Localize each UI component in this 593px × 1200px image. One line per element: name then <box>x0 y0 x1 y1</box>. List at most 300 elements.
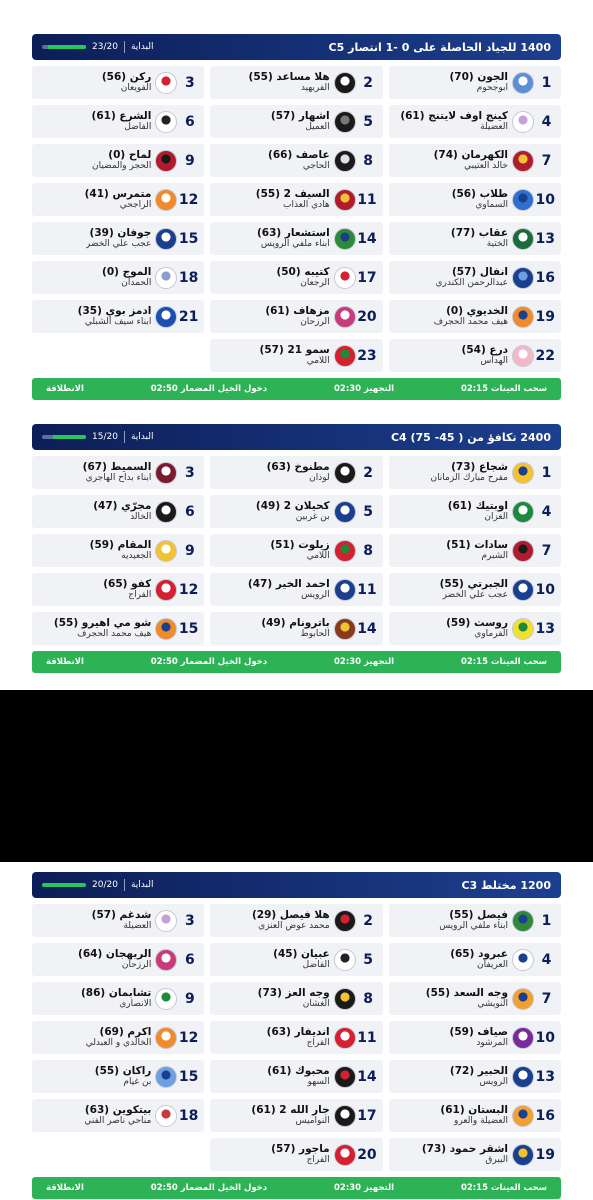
entry-card[interactable] <box>389 456 561 489</box>
horse-name: السميط (67) <box>82 461 152 474</box>
entry-number: 7 <box>541 542 552 559</box>
owner-name: عجب علي الخضر <box>442 590 508 601</box>
start-label: الانطلاقة <box>46 1183 84 1193</box>
jockey-silk-icon <box>155 462 177 484</box>
entry-number: 17 <box>357 1107 377 1124</box>
horse-name: سمو 21 (57) <box>259 344 330 357</box>
entry-number: 12 <box>178 581 199 598</box>
prep-time: التجهيز 02:30 <box>334 657 395 667</box>
entry-number: 18 <box>178 269 199 286</box>
entry-number: 19 <box>535 1146 555 1163</box>
horse-name: متمرس (41) <box>84 188 152 201</box>
entry-card[interactable] <box>210 534 382 567</box>
prep-time: التجهيز 02:30 <box>334 1183 395 1193</box>
entry-number: 19 <box>535 308 555 325</box>
jockey-silk-icon <box>512 462 534 484</box>
horse-name: ماجور (57) <box>271 1143 330 1156</box>
jockey-silk-icon <box>512 111 534 133</box>
entry-card[interactable] <box>210 573 382 606</box>
horse-name: سادات (51) <box>446 539 508 552</box>
race-title: 2400 تكافؤ من ( 45- 75) C4 <box>390 430 551 444</box>
entry-number: 4 <box>541 113 552 130</box>
entry-text <box>83 461 152 483</box>
jockey-silk-icon <box>512 72 534 94</box>
owner-name: لوذان <box>309 473 330 484</box>
entries-grid <box>32 66 561 372</box>
entry-text <box>252 909 330 931</box>
owner-name: عبدالرحمن الكندري <box>435 278 508 289</box>
entry-card[interactable] <box>210 66 382 99</box>
horse-name: طلاب (56) <box>451 188 508 201</box>
entry-card[interactable] <box>210 1021 382 1054</box>
entry-number: 16 <box>535 1107 555 1124</box>
race-panel-1 <box>0 0 593 412</box>
entry-card[interactable] <box>210 904 382 937</box>
jockey-silk-icon <box>334 988 356 1010</box>
jockey-silk-icon <box>334 228 356 250</box>
entry-card[interactable] <box>32 261 204 294</box>
entry-card[interactable] <box>389 943 561 976</box>
entry-card[interactable] <box>389 66 561 99</box>
entry-text <box>81 987 151 1009</box>
entry-number: 9 <box>184 542 195 559</box>
entry-card[interactable] <box>210 339 382 372</box>
horse-name: مطنوخ (63) <box>266 461 330 474</box>
owner-name: خالد العتيبي <box>464 161 508 172</box>
entry-number: 8 <box>363 152 374 169</box>
horse-name: اشقر حمود (73) <box>421 1143 508 1156</box>
race-card <box>32 424 561 673</box>
horse-name: انديفار (63) <box>266 1026 330 1039</box>
entry-number: 8 <box>363 990 374 1007</box>
entry-card[interactable] <box>389 1099 561 1132</box>
entry-card[interactable] <box>32 183 204 216</box>
race-card <box>32 872 561 1199</box>
entry-text <box>265 305 329 327</box>
horse-name: كينج اوف لايتنج (61) <box>400 110 508 123</box>
horse-name: مزهاف (61) <box>265 305 330 318</box>
entry-card[interactable] <box>389 904 561 937</box>
owner-name: المرشود <box>476 1038 508 1049</box>
enter-track-time: دخول الخيل المضمار 02:50 <box>150 1183 268 1193</box>
owner-name: محمد عوض العنزي <box>258 921 330 932</box>
jockey-silk-icon <box>512 150 534 172</box>
entry-card[interactable] <box>210 456 382 489</box>
owner-name: عجب علي الخضر <box>85 239 152 250</box>
owner-name: ابناء سيف الشبلي <box>84 317 152 328</box>
owner-name: مفرح مبارك الزمانان <box>430 473 508 484</box>
entry-text <box>103 578 151 600</box>
entry-card[interactable] <box>210 1060 382 1093</box>
jockey-silk-icon <box>512 988 534 1010</box>
horse-name: وجه العز (73) <box>257 987 330 1000</box>
owner-name: الفراج <box>128 590 152 601</box>
entry-number: 8 <box>363 542 374 559</box>
entry-number: 10 <box>535 191 555 208</box>
horse-name: بيتكوين (63) <box>84 1104 152 1117</box>
progress-fill <box>48 45 86 49</box>
owner-name: السهو <box>307 1077 330 1088</box>
entry-number: 11 <box>357 581 377 598</box>
entry-card[interactable] <box>32 982 204 1015</box>
entry-text <box>450 1026 508 1048</box>
entry-text <box>434 149 508 171</box>
horse-name: هلا مساعد (55) <box>248 71 330 84</box>
horse-name: الشرع (61) <box>91 110 152 123</box>
entries-grid <box>32 456 561 645</box>
jockey-silk-icon <box>334 1105 356 1127</box>
entry-text <box>434 305 508 327</box>
race-meta <box>42 41 153 53</box>
horse-name: اكرم (69) <box>99 1026 152 1039</box>
jockey-silk-icon <box>334 618 356 640</box>
owner-name: العضيلة <box>123 921 152 932</box>
entry-number: 15 <box>178 1068 199 1085</box>
jockey-silk-icon <box>155 72 177 94</box>
entry-number: 4 <box>541 951 552 968</box>
entry-number: 7 <box>541 152 552 169</box>
owner-name: الراجحي <box>119 200 152 211</box>
horse-name: مجرّي (47) <box>93 500 152 513</box>
jockey-silk-icon <box>512 1027 534 1049</box>
owner-name: اللامي <box>306 356 330 367</box>
entry-card[interactable] <box>389 1060 561 1093</box>
entry-number: 1 <box>541 912 552 929</box>
horse-name: هلا فيصل (29) <box>251 909 330 922</box>
entry-text <box>426 987 508 1009</box>
entry-card[interactable] <box>32 495 204 528</box>
owner-name: الحجر والمضيان <box>91 161 152 172</box>
owner-name: بن غربين <box>295 512 330 523</box>
jockey-silk-icon <box>512 579 534 601</box>
entry-text <box>248 578 330 600</box>
horse-name: باترونام (49) <box>261 617 330 630</box>
owner-name: العضيلة والعرو <box>453 1116 508 1127</box>
horse-name: شو مي اهيرو (55) <box>53 617 152 630</box>
entry-text <box>102 71 152 93</box>
owner-name: الجعيديه <box>121 551 152 562</box>
horse-name: روست (59) <box>446 617 508 630</box>
entry-text <box>450 1065 508 1087</box>
progress-bar <box>42 883 86 887</box>
entry-card[interactable] <box>389 183 561 216</box>
horse-name: احمد الخير (47) <box>247 578 330 591</box>
entry-card[interactable] <box>32 300 204 333</box>
jockey-silk-icon <box>334 949 356 971</box>
entry-card[interactable] <box>389 105 561 138</box>
entry-number: 2 <box>363 912 374 929</box>
jockey-silk-icon <box>155 949 177 971</box>
start-label: البداية <box>130 432 154 442</box>
jockey-silk-icon <box>155 1105 177 1127</box>
entry-number: 21 <box>178 308 199 325</box>
schedule-bar <box>32 651 561 673</box>
owner-name: ابوجحوم <box>476 83 508 94</box>
entry-text <box>102 266 151 288</box>
jockey-silk-icon <box>155 306 177 328</box>
entry-number: 4 <box>541 503 552 520</box>
entry-text <box>85 188 152 210</box>
jockey-silk-icon <box>512 306 534 328</box>
entry-card[interactable] <box>32 456 204 489</box>
entry-text <box>258 987 330 1009</box>
samples-time: سحب العينات 02:15 <box>460 1183 547 1193</box>
jockey-silk-icon <box>512 189 534 211</box>
horse-name: صياف (59) <box>449 1026 508 1039</box>
enter-track-time: دخول الخيل المضمار 02:50 <box>150 384 268 394</box>
entry-number: 13 <box>535 230 555 247</box>
entry-card[interactable] <box>210 183 382 216</box>
owner-name: العضيلة <box>480 122 508 133</box>
jockey-silk-icon <box>512 345 534 367</box>
entry-card[interactable] <box>389 1138 561 1171</box>
entry-text <box>251 1104 329 1126</box>
jockey-silk-icon <box>334 540 356 562</box>
entry-text <box>422 1143 508 1165</box>
jockey-silk-icon <box>334 1027 356 1049</box>
entry-text <box>440 578 508 600</box>
entry-text <box>260 344 330 366</box>
entry-card[interactable] <box>389 300 561 333</box>
owner-name: هادي العذاب <box>282 200 330 211</box>
entry-text <box>92 909 152 931</box>
entry-card[interactable] <box>210 612 382 645</box>
race-title: 1200 مختلط C3 <box>461 878 551 892</box>
entry-card[interactable] <box>32 105 204 138</box>
runner-count: 15/20 <box>92 432 118 442</box>
entry-number: 22 <box>535 347 555 364</box>
jockey-silk-icon <box>334 189 356 211</box>
entry-text <box>430 461 508 483</box>
owner-name: الرزحان <box>121 960 152 971</box>
entry-number: 17 <box>357 269 377 286</box>
owner-name: الختية <box>486 239 508 250</box>
entry-card[interactable] <box>32 943 204 976</box>
horse-name: الموج (0) <box>102 266 152 279</box>
owner-name: الغشان <box>302 999 330 1010</box>
horse-name: راكان (55) <box>94 1065 152 1078</box>
jockey-silk-icon <box>512 1105 534 1127</box>
owner-name: الانصاري <box>119 999 152 1010</box>
owner-name: الرجعان <box>300 278 330 289</box>
entry-card[interactable] <box>32 1060 204 1093</box>
entry-card[interactable] <box>210 1138 382 1171</box>
owner-name: الفريهيد <box>300 83 330 94</box>
entry-card[interactable] <box>389 339 561 372</box>
progress-bar <box>42 45 86 49</box>
entry-text <box>449 71 508 93</box>
entry-number: 5 <box>363 951 374 968</box>
start-label: الانطلاقة <box>46 657 84 667</box>
entry-card[interactable] <box>389 261 561 294</box>
entry-card[interactable] <box>389 982 561 1015</box>
entry-card[interactable] <box>389 495 561 528</box>
entry-number: 7 <box>541 990 552 1007</box>
horse-name: الحبير (72) <box>449 1065 508 1078</box>
runner-count: 20/20 <box>92 880 118 890</box>
entry-text <box>448 500 508 522</box>
entry-text <box>267 1065 329 1087</box>
entry-number: 18 <box>178 1107 199 1124</box>
entry-number: 11 <box>357 191 377 208</box>
jockey-silk-icon <box>512 910 534 932</box>
entry-number: 13 <box>535 1068 555 1085</box>
entry-card[interactable] <box>32 612 204 645</box>
horse-name: عبرود (65) <box>450 948 508 961</box>
entry-text <box>257 227 330 249</box>
entry-text <box>256 188 330 210</box>
entry-number: 15 <box>178 230 199 247</box>
entry-card[interactable] <box>32 66 204 99</box>
owner-name: الفرماوي <box>474 629 508 640</box>
horse-name: شدغم (57) <box>91 909 152 922</box>
jockey-silk-icon <box>155 228 177 250</box>
entry-number: 20 <box>357 308 377 325</box>
jockey-silk-icon <box>334 267 356 289</box>
horse-name: درع (54) <box>461 344 508 357</box>
jockey-silk-icon <box>334 579 356 601</box>
horse-name: المقام (59) <box>89 539 152 552</box>
entry-card[interactable] <box>32 904 204 937</box>
entry-card[interactable] <box>389 612 561 645</box>
entry-card[interactable] <box>210 144 382 177</box>
jockey-silk-icon <box>512 267 534 289</box>
entry-card[interactable] <box>32 534 204 567</box>
entry-card[interactable] <box>32 144 204 177</box>
entry-card[interactable] <box>389 222 561 255</box>
entry-card[interactable] <box>210 1099 382 1132</box>
horse-name: كتيبه (50) <box>276 266 330 279</box>
jockey-silk-icon <box>155 910 177 932</box>
entry-card[interactable] <box>389 534 561 567</box>
jockey-silk-icon <box>334 1144 356 1166</box>
entry-text <box>435 266 508 288</box>
entry-card[interactable] <box>32 573 204 606</box>
horse-name: جار الله 2 (61) <box>251 1104 330 1117</box>
owner-name: الفويعان <box>120 83 152 94</box>
horse-name: تشابمان (86) <box>80 987 152 1000</box>
entry-card[interactable] <box>32 222 204 255</box>
entry-card[interactable] <box>389 1021 561 1054</box>
horse-name: وجه السعد (55) <box>425 987 508 1000</box>
jockey-silk-icon <box>155 111 177 133</box>
owner-name: اللامي <box>306 551 330 562</box>
entry-card[interactable] <box>210 261 382 294</box>
jockey-silk-icon <box>334 72 356 94</box>
race-meta <box>42 431 153 443</box>
entry-card[interactable] <box>210 105 382 138</box>
start-label: البداية <box>130 880 154 890</box>
jockey-silk-icon <box>155 501 177 523</box>
entry-text <box>92 110 152 132</box>
entry-text <box>267 461 330 483</box>
jockey-silk-icon <box>512 1066 534 1088</box>
empty-slot <box>32 1138 204 1171</box>
race-header <box>32 34 561 60</box>
entry-number: 1 <box>541 74 552 91</box>
entry-card[interactable] <box>32 1021 204 1054</box>
entry-number: 14 <box>357 1068 377 1085</box>
entry-card[interactable] <box>389 573 561 606</box>
entry-text <box>256 500 330 522</box>
entry-text <box>450 948 508 970</box>
entry-text <box>78 305 152 327</box>
owner-name: الرويس <box>301 590 330 601</box>
progress-fill <box>53 435 86 439</box>
schedule-bar <box>32 378 561 400</box>
entry-number: 3 <box>184 464 195 481</box>
horse-name: كفو (65) <box>103 578 152 591</box>
horse-name: البستان (61) <box>440 1104 508 1117</box>
entry-text <box>439 909 508 931</box>
race-panel-2 <box>0 412 593 690</box>
empty-slot <box>32 339 204 372</box>
horse-name: محبوك (61) <box>267 1065 330 1078</box>
horse-name: الجبرتي (55) <box>439 578 508 591</box>
entry-number: 3 <box>184 74 195 91</box>
race-header <box>32 424 561 450</box>
jockey-silk-icon <box>334 345 356 367</box>
horse-name: عقاب (77) <box>450 227 508 240</box>
jockey-silk-icon <box>155 267 177 289</box>
horse-name: الكهرمان (74) <box>433 149 508 162</box>
jockey-silk-icon <box>334 462 356 484</box>
entry-card[interactable] <box>210 222 382 255</box>
horse-name: شجاع (73) <box>451 461 508 474</box>
entry-card[interactable] <box>210 300 382 333</box>
divider <box>124 41 125 53</box>
entry-card[interactable] <box>210 943 382 976</box>
horse-name: السيف 2 (55) <box>255 188 330 201</box>
horse-name: الريهجان (64) <box>78 948 152 961</box>
entry-number: 23 <box>357 347 377 364</box>
owner-name: الفراج <box>306 1038 330 1049</box>
entry-card[interactable] <box>210 982 382 1015</box>
progress-fill <box>42 883 86 887</box>
enter-track-time: دخول الخيل المضمار 02:50 <box>150 657 268 667</box>
owner-name: الخالد <box>130 512 152 523</box>
jockey-silk-icon <box>155 618 177 640</box>
owner-name: الحابوط <box>300 629 330 640</box>
schedule-bar <box>32 1177 561 1199</box>
entry-card[interactable] <box>389 144 561 177</box>
owner-name: الفراج <box>306 1155 330 1166</box>
entry-text <box>86 1026 152 1048</box>
entry-text <box>261 617 329 639</box>
entry-number: 12 <box>178 191 199 208</box>
entry-text <box>452 188 508 210</box>
horse-name: عاصف (66) <box>268 149 330 162</box>
owner-name: مناحي ناصر الفني <box>84 1116 152 1127</box>
entry-number: 14 <box>357 230 377 247</box>
prep-time: التجهيز 02:30 <box>334 384 395 394</box>
owner-name: الفاضل <box>302 960 330 971</box>
entry-number: 1 <box>541 464 552 481</box>
entry-text <box>446 539 508 561</box>
entry-text <box>270 539 329 561</box>
horse-name: ركن (56) <box>101 71 152 84</box>
entry-text <box>440 1104 508 1126</box>
entry-number: 20 <box>357 1146 377 1163</box>
horse-name: كحيلان 2 (49) <box>255 500 330 513</box>
entry-card[interactable] <box>210 495 382 528</box>
entries-grid <box>32 904 561 1171</box>
race-header <box>32 872 561 898</box>
entry-text <box>271 110 330 132</box>
entry-text <box>267 1026 330 1048</box>
entry-card[interactable] <box>32 1099 204 1132</box>
jockey-silk-icon <box>512 540 534 562</box>
